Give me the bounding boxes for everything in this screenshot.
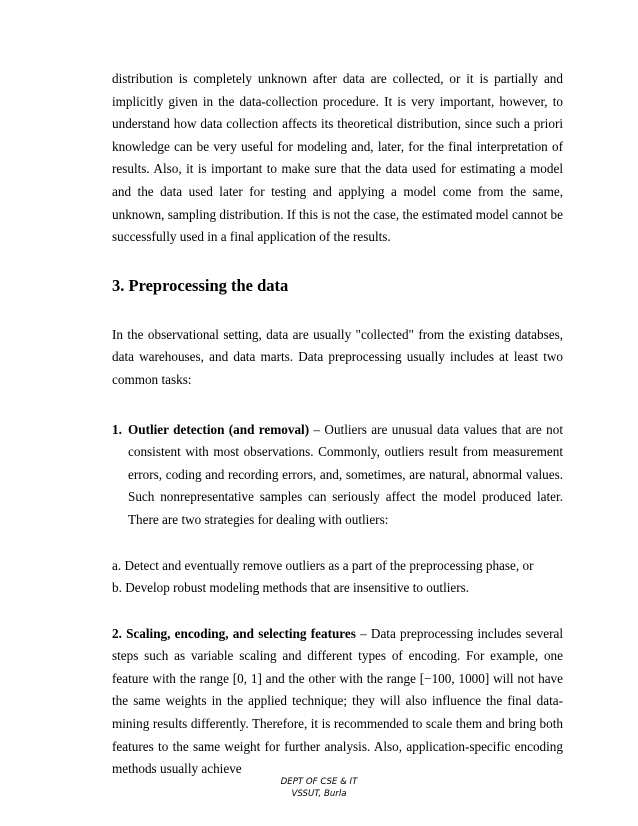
footer-institution: VSSUT, Burla: [291, 789, 347, 799]
page-footer: [0, 776, 638, 800]
page-content: [112, 68, 563, 781]
scaling-paragraph: [112, 623, 563, 781]
scaling-text: – Data preprocessing includes several steps such as variable scaling and different types of encoding. For example, one feature with the range [0, 1] and the other with the range [−100, 1000] will not have the same weights in the applied technique; they will also influence the final data-mining results differently. Therefore, it is recommended to scale them and bring both features to the same weight for further analysis. Also, application-specific encoding methods usually achieve: [112, 625, 563, 777]
list-item-text: – Outliers are unusual data values that are not consistent with most observations. Commonly, outliers result from measurement errors, coding and recording errors, and, sometimes, are natural, abnormal values. Such nonrepresentative samples can seriously affect the model produced later. There are two strategies for dealing with outliers:: [128, 421, 563, 527]
strategy-b: b. Develop robust modeling methods that are insensitive to outliers.: [112, 580, 470, 596]
section-heading: 3. Preprocessing the data: [112, 275, 289, 295]
outlier-strategies: [112, 555, 563, 600]
observational-paragraph: In the observational setting, data are usually "collected" from the existing databses, data warehouses, and data marts. Data preprocessing usually includes at least two common tasks:: [112, 326, 563, 387]
list-item-number: 1.: [112, 421, 122, 437]
footer-department: DEPT OF CSE & IT: [280, 777, 358, 787]
list-item-outlier-detection: [112, 419, 563, 532]
intro-paragraph: distribution is completely unknown after data are collected, or it is partially and implicitly given in the data-collection procedure. It is very important, however, to understand how data collection affects its theoretical distribution, since such a priori knowledge can be very useful for modeling and, later, for the final interpretation of results. Also, it is important to make sure that the data used for estimating a model and the data used later for testing and applying a model come from the same, unknown, sampling distribution. If this is not the case, the estimated model cannot be successfully used in a final application of the results.: [112, 71, 563, 245]
strategy-a: a. Detect and eventually remove outliers as a part of the preprocessing phase, or: [112, 557, 534, 573]
list-item-body: [128, 419, 563, 532]
scaling-title: 2. Scaling, encoding, and selecting features: [112, 625, 356, 641]
list-item-title: Outlier detection (and removal): [128, 421, 310, 437]
